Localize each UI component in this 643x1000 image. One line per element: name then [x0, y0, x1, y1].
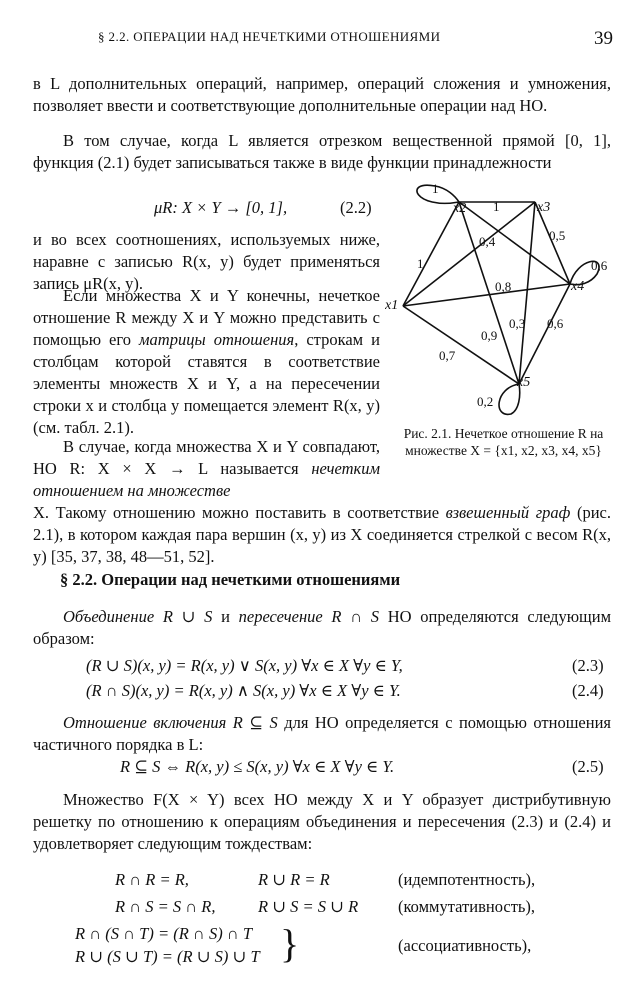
brace-right: }: [280, 921, 300, 966]
figure-weighted-graph: [385, 178, 620, 423]
weight-loop-x2: 1: [432, 181, 439, 196]
node-x5: x5: [517, 375, 531, 390]
identity-1-label: (идемпотентность),: [398, 870, 536, 889]
weight-x2-x3: 1: [493, 199, 500, 214]
term-relation-matrix: матрицы отношения: [139, 330, 295, 349]
weight-x3-x4: 0,5: [549, 228, 566, 243]
equation-2-5-number: (2.5): [572, 757, 604, 776]
node-x3: x3: [537, 200, 551, 215]
equation-2-2-number: (2.2): [340, 198, 372, 217]
edge-x2-x1: [403, 202, 459, 306]
weight-loop-x5: 0,2: [477, 394, 494, 409]
graph-edges: [403, 185, 599, 414]
equation-2-3: (R ∪ S)(x, y) = R(x, y) ∨ S(x, y) ∀x ∈ X ∀y ∈ Y,: [86, 656, 403, 675]
node-x2: x2: [453, 201, 467, 216]
paragraph-2: В том случае, когда L является отрезком вещественной прямой [0, 1], функция (2.1) будет записываться также в виде функции принадлежности: [33, 131, 611, 172]
node-x1: x1: [385, 298, 399, 313]
paragraph-7: Отношение включения R ⊆ S для НО определяется с помощью отношения частичного порядка в L:: [33, 713, 611, 754]
weight-x4-x5: 0,6: [547, 316, 564, 331]
figure-caption: Рис. 2.1. Нечеткое отношение R на множестве X = {x1, x2, x3, x4, x5}: [403, 426, 604, 458]
identity-1-right: R ∪ R = R: [258, 870, 330, 889]
equation-2-3-number: (2.3): [572, 656, 604, 675]
identity-1-left: R ∩ R = R,: [115, 870, 189, 889]
weight-x3-x5: 0,3: [509, 316, 526, 331]
equation-2-4: (R ∩ S)(x, y) = R(x, y) ∧ S(x, y) ∀x ∈ X ∀y ∈ Y.: [86, 681, 401, 700]
paragraph-5b: X. Такому отношению можно поставить в соответствие взвешенный граф (рис. 2.1), в котором каждая пара вершин (x, y) из X соединяется стрелкой с весом R(x, y) [35, 37, 38, 48—51, 52].: [33, 503, 611, 566]
edge-x1-x5: [403, 306, 519, 384]
identity-2-label: (коммутативность),: [398, 897, 536, 916]
identity-3-line1: R ∩ (S ∩ T) = (R ∩ S) ∩ T: [75, 924, 253, 943]
paragraph-6: Объединение R ∪ S и пересечение R ∩ S НО определяются следующим образом:: [33, 607, 612, 648]
identity-3-line2: R ∪ (S ∪ T) = (R ∪ S) ∪ T: [75, 947, 260, 966]
weight-x2-x4: 0,4: [479, 234, 496, 249]
edge-x3-x1: [403, 202, 535, 306]
running-header: § 2.2. ОПЕРАЦИИ НАД НЕЧЕТКИМИ ОТНОШЕНИЯМИ: [98, 29, 441, 44]
weight-x2-x1: 1: [417, 256, 424, 271]
identity-2-left: R ∩ S = S ∩ R,: [115, 897, 216, 916]
equation-2-2: μR: X × Y → [0, 1],: [154, 198, 288, 217]
term-weighted-graph: взвешенный граф: [445, 503, 571, 522]
identity-3-label: (ассоциативность),: [398, 936, 532, 955]
page-number: 39: [594, 28, 613, 49]
equation-2-4-number: (2.4): [572, 681, 604, 700]
paragraph-5a: В случае, когда множества X и Y совпадают, НО R: X × X → L называется нечетким отношением на множестве: [33, 437, 380, 500]
equation-2-5: R ⊆ S ⇔ R(x, y) ≤ S(x, y) ∀x ∈ X ∀y ∈ Y.: [120, 757, 395, 776]
paragraph-8: Множество F(X × Y) всех НО между X и Y образует дистрибутивную решетку по отношению к операциям объединения и пересечения (2.3) и (2.4) и удовлетворяет следующим тождествам:: [33, 790, 611, 853]
paragraph-4: Если множества X и Y конечны, нечеткое отношение R между X и Y можно представить с помощью его матрицы отношения, строкам и столбцам которой ставятся в соответствие элементы множеств X и Y, а на пересечении строки x и столбца y помещается элемент R(x, y) (см. табл. 2.1).: [33, 286, 380, 437]
weight-x1-x4: 0,8: [495, 279, 512, 294]
weight-x2-x5: 0,9: [481, 328, 498, 343]
paragraph-1: в L дополнительных операций, например, операций сложения и умножения, позволяет ввести и соответствующие дополнительные операции над НО.: [33, 74, 611, 115]
weight-x1-x5: 0,7: [439, 348, 456, 363]
weight-loop-x4: 0,6: [591, 258, 608, 273]
identity-2-right: R ∪ S = S ∪ R: [258, 897, 359, 916]
node-x4: x4: [571, 279, 585, 294]
section-title: § 2.2. Операции над нечеткими отношениями: [60, 570, 401, 589]
term-fuzzy-relation-on-set: нечетким отношением на множестве: [33, 459, 380, 500]
paragraph-3: и во всех соотношениях, используемых ниже, наравне с записью R(x, y) будет применяться запись μR(x, y).: [33, 230, 380, 293]
